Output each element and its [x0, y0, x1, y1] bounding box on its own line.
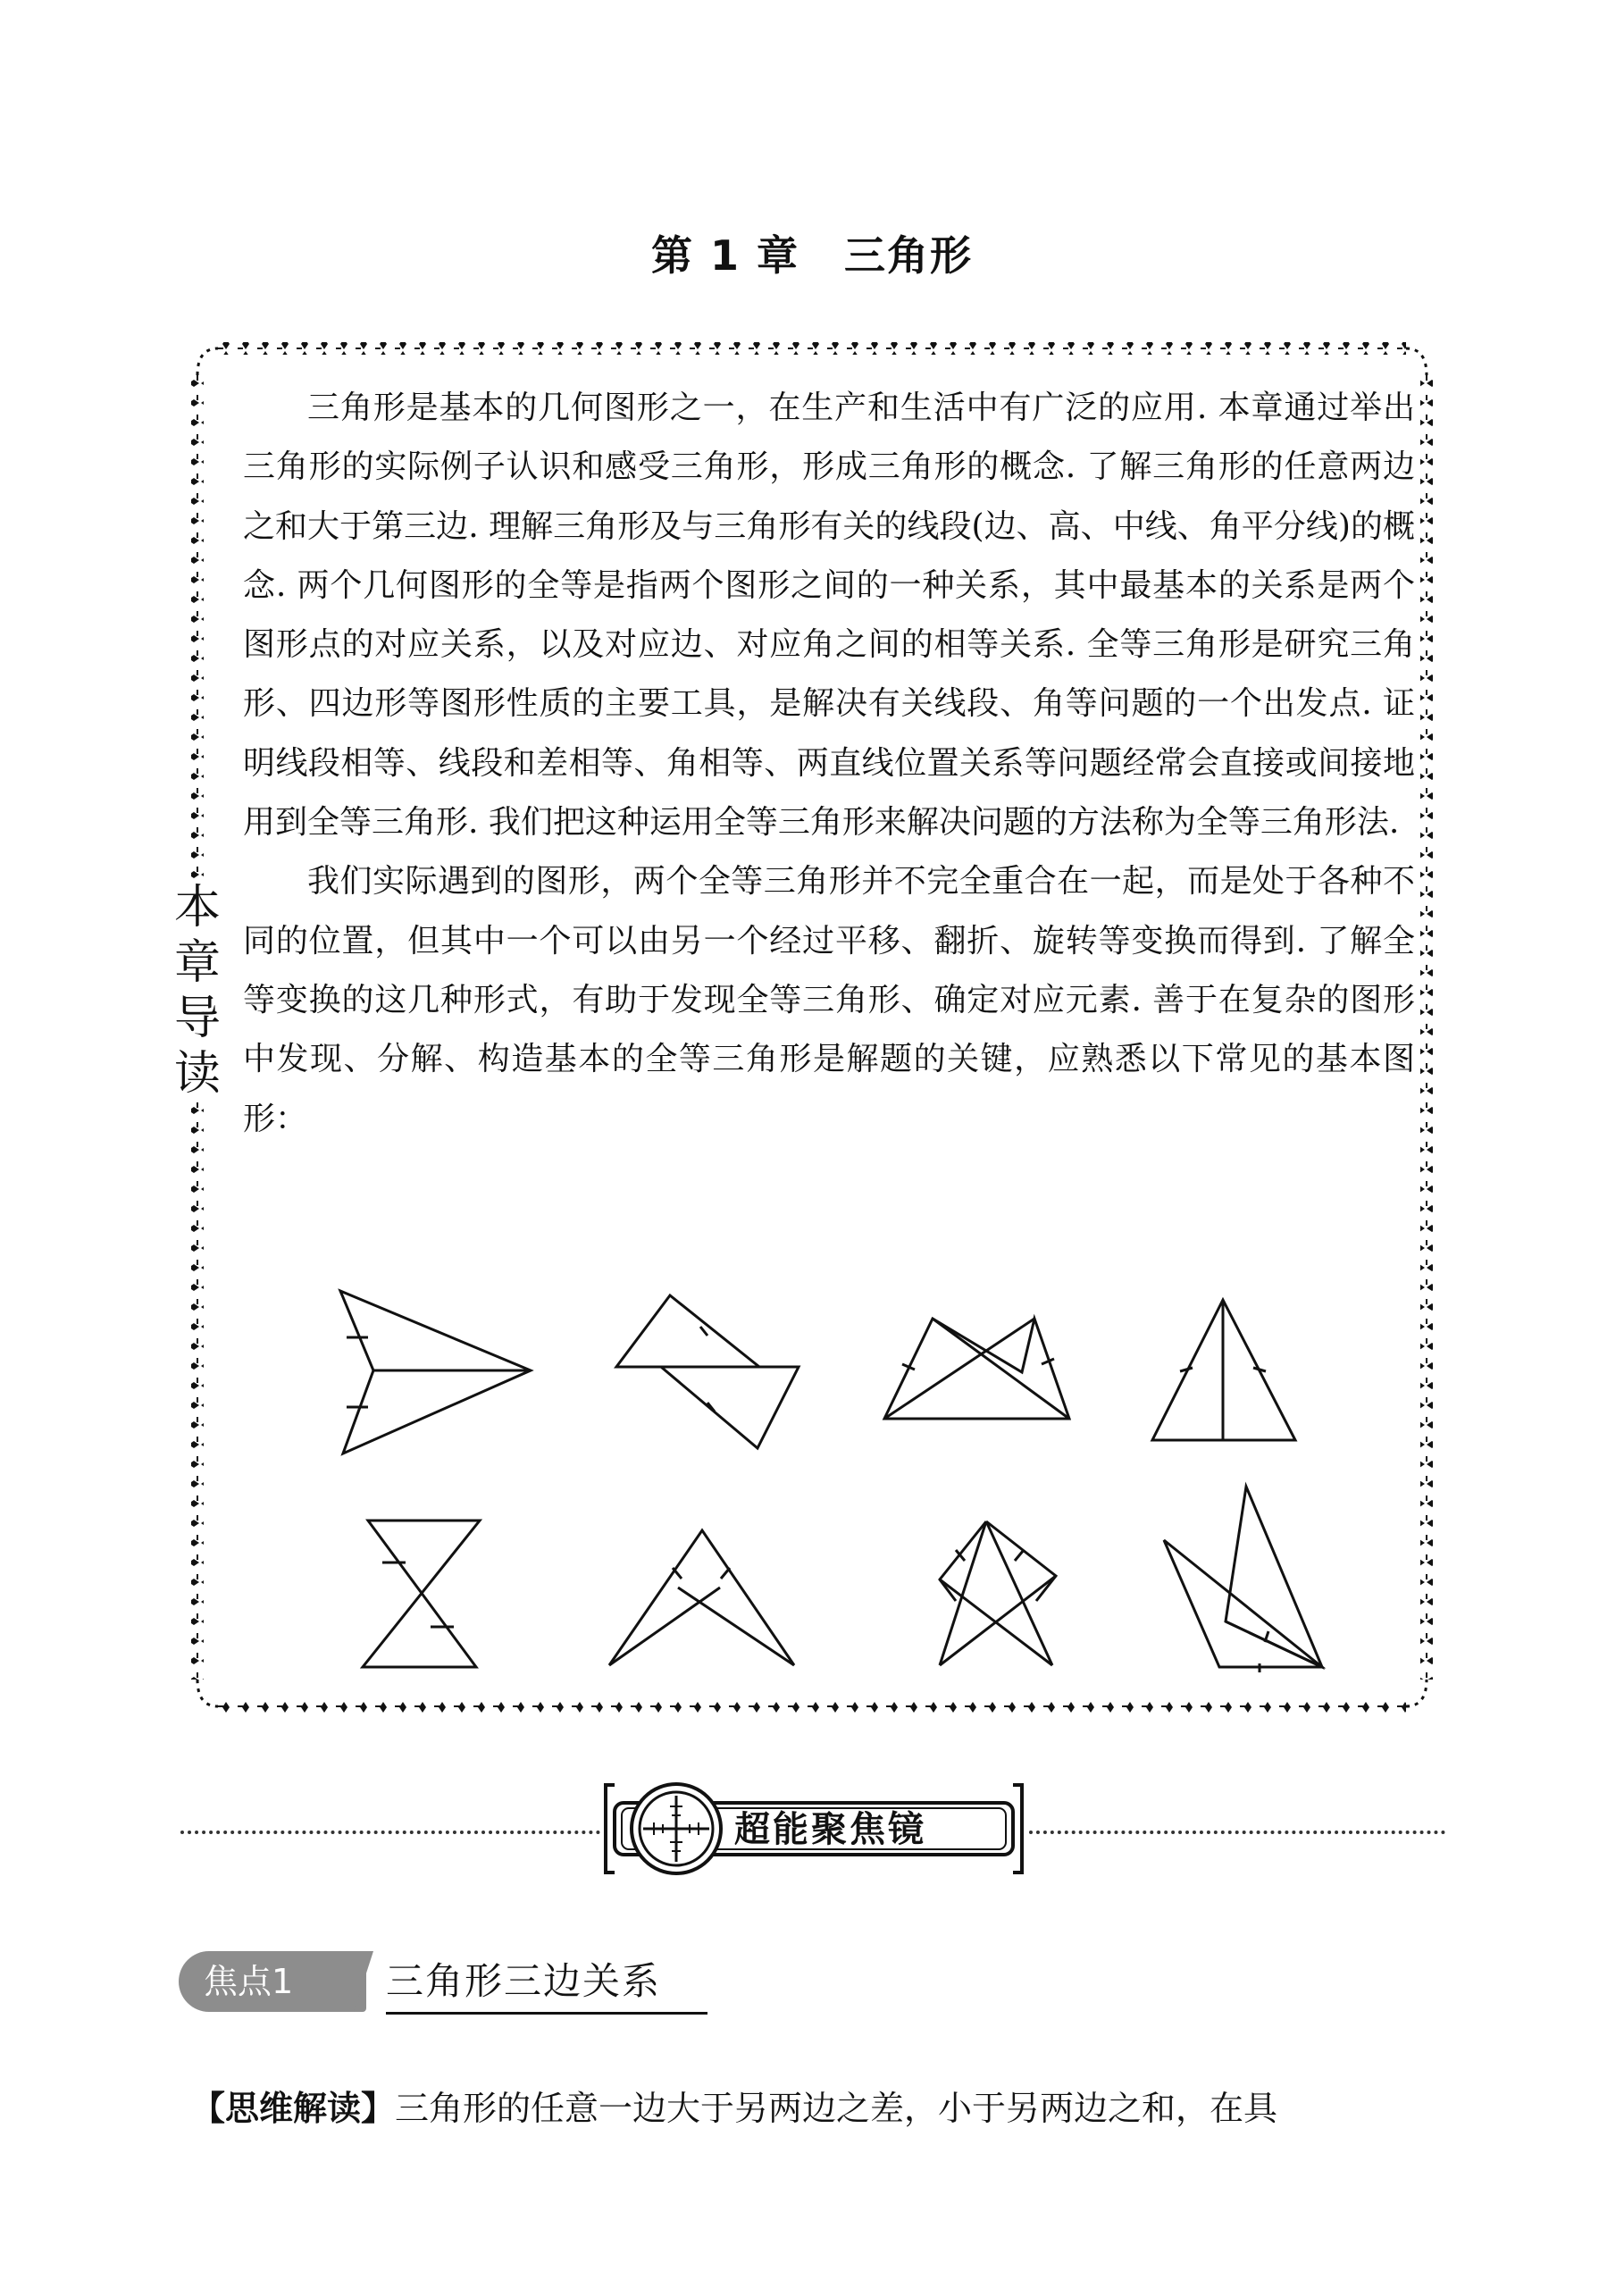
- figure-rotated-triangles: [1164, 1487, 1322, 1672]
- side-label-char: 导: [173, 992, 221, 1045]
- figure-overlap-triangles: [616, 1295, 799, 1448]
- thinking-label: 【思维解读】: [191, 2089, 396, 2128]
- lens-icon: [632, 1784, 721, 1873]
- focus-tag-tail: [354, 1951, 373, 2012]
- guide-paragraph-1: 三角形是基本的几何图形之一，在生产和生活中有广泛的应用. 本章通过举出三角形的实际例子认识和感受三角形，形成三角形的概念. 了解三角形的任意两边之和大于第三边. 理解三角形及与三角形有关的线段(边、高、中线、角平分线)的概念. 两个几何图形的全等是指两个图形之间的一种关系，其中最基本的关系是两个图形点的对应关系，以及对应边、对应角之间的相等关系. 全等三角形是研究三角形、四边形等图形性质的主要工具，是解决有关线段、角等问题的一个出发点. 证明线段相等、线段和差相等、角相等、两直线位置关系等问题经常会直接或间接地用到全等三角形. 我们把这种运用全等三角形来解决问题的方法称为全等三角形法.: [243, 390, 1415, 842]
- figure-crossed-isosceles: [609, 1530, 794, 1665]
- thinking-paragraph: [191, 2082, 1460, 2135]
- figure-hourglass: [363, 1521, 480, 1667]
- focus-title: 三角形三边关系: [386, 1951, 707, 2015]
- separator-right: [1029, 1831, 1445, 1834]
- figure-overlap-kite: [940, 1521, 1056, 1665]
- side-label-char: 章: [173, 936, 221, 990]
- separator-left: [180, 1831, 600, 1834]
- focus-banner-title: 超能聚焦镜: [734, 1809, 926, 1850]
- thinking-text: 三角形的任意一边大于另两边之差，小于另两边之和，在具: [395, 2089, 1278, 2128]
- side-label-char: 读: [173, 1047, 221, 1101]
- side-label-char: 本: [173, 881, 221, 934]
- focus-tag: 焦点1: [179, 1951, 366, 2012]
- guide-paragraph-2: 我们实际遇到的图形，两个全等三角形并不完全重合在一起，而是处于各种不同的位置，但其中一个可以由另一个经过平移、翻折、旋转等变换而得到. 了解全等变换的这几种形式，有助于发现全等三角形、确定对应元素. 善于在复杂的图形中发现、分解、构造基本的全等三角形是解题的关键，应熟悉以下常见的基本图形：: [243, 863, 1415, 1137]
- figure-trapezoid-diagonals: [884, 1319, 1069, 1419]
- chapter-title: 三角形: [844, 231, 974, 280]
- figure-isosceles-median: [1152, 1300, 1295, 1440]
- figure-arrowhead: [340, 1291, 531, 1454]
- chapter-number: 第 1 章: [650, 231, 800, 280]
